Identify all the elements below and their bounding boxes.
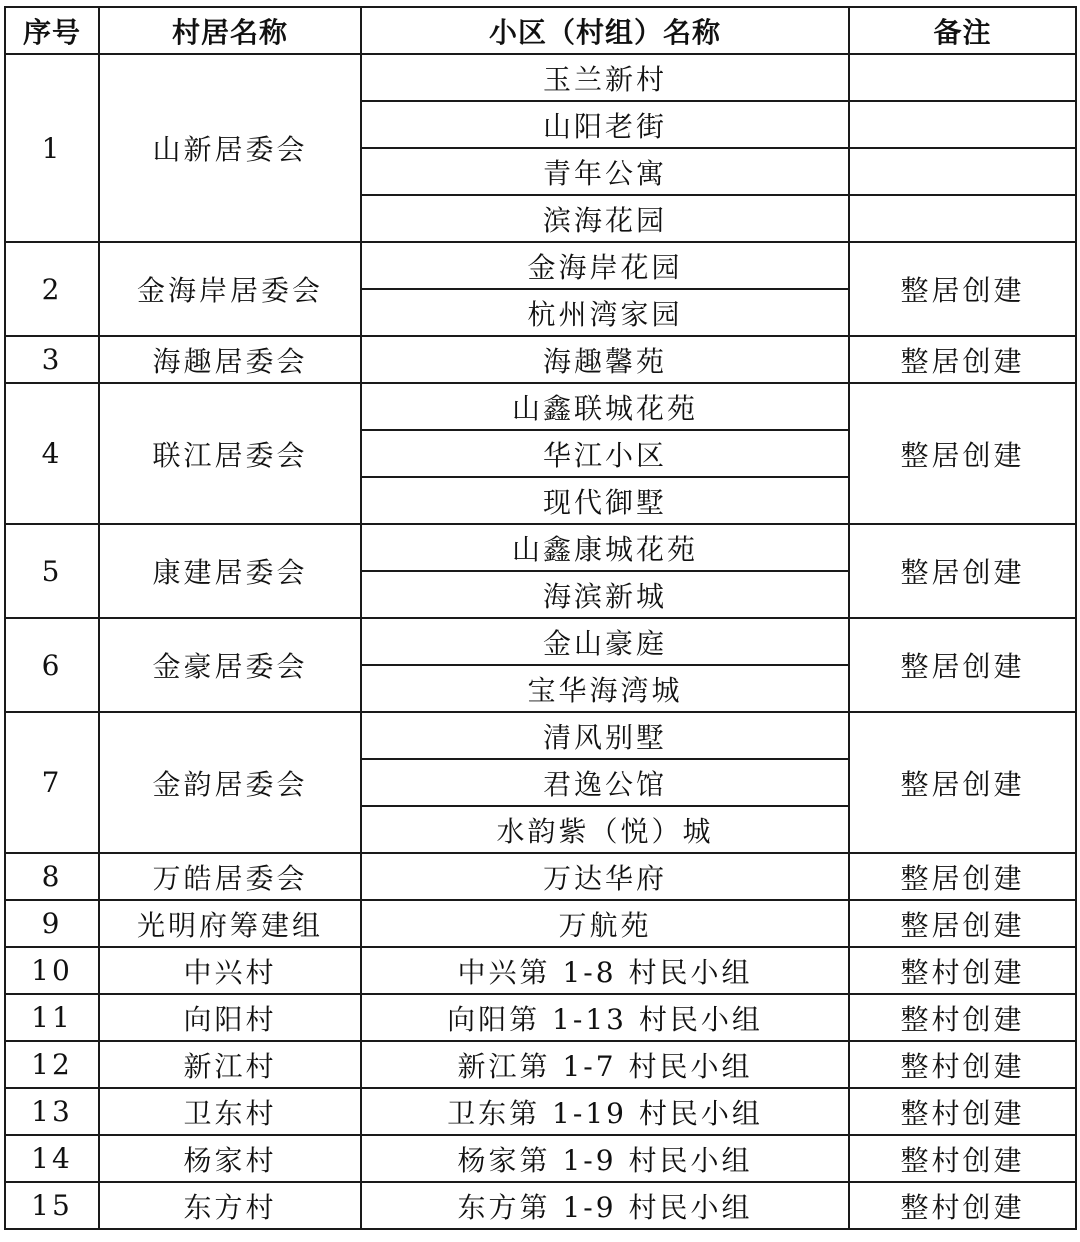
table-row [5, 853, 1076, 900]
table-row [5, 524, 1076, 571]
remark-cell: 整村创建 [849, 1041, 1076, 1088]
community-name-cell: 东方第 1-9 村民小组 [361, 1182, 849, 1229]
community-name-cell: 金山豪庭 [361, 618, 849, 665]
committee-name-cell: 中兴村 [99, 947, 361, 994]
table-row [5, 1088, 1076, 1135]
table-row [5, 1182, 1076, 1229]
community-name-cell: 玉兰新村 [361, 54, 849, 101]
committee-name-cell: 杨家村 [99, 1135, 361, 1182]
committee-name-cell: 万皓居委会 [99, 853, 361, 900]
community-name-cell: 清风别墅 [361, 712, 849, 759]
committee-name-cell: 向阳村 [99, 994, 361, 1041]
committee-name-cell: 联江居委会 [99, 383, 361, 524]
committee-name-cell: 金韵居委会 [99, 712, 361, 853]
community-name-cell: 杭州湾家园 [361, 289, 849, 336]
committee-name-cell: 金海岸居委会 [99, 242, 361, 336]
community-name-cell: 山鑫联城花苑 [361, 383, 849, 430]
serial-number-cell: 8 [5, 853, 99, 900]
serial-number-cell: 6 [5, 618, 99, 712]
community-name-cell: 卫东第 1-19 村民小组 [361, 1088, 849, 1135]
community-name-cell: 新江第 1-7 村民小组 [361, 1041, 849, 1088]
remark-cell: 整居创建 [849, 712, 1076, 853]
serial-number-cell: 4 [5, 383, 99, 524]
header-community-name: 小区（村组）名称 [361, 7, 849, 54]
remark-cell: 整居创建 [849, 242, 1076, 336]
remark-cell: 整村创建 [849, 994, 1076, 1041]
table-row [5, 712, 1076, 759]
remark-cell: 整居创建 [849, 900, 1076, 947]
community-name-cell: 滨海花园 [361, 195, 849, 242]
community-name-cell: 向阳第 1-13 村民小组 [361, 994, 849, 1041]
community-name-cell: 海滨新城 [361, 571, 849, 618]
committee-name-cell: 康建居委会 [99, 524, 361, 618]
community-name-cell: 青年公寓 [361, 148, 849, 195]
committee-name-cell: 金豪居委会 [99, 618, 361, 712]
table-row [5, 242, 1076, 289]
remark-cell: 整居创建 [849, 618, 1076, 712]
community-name-cell: 山阳老街 [361, 101, 849, 148]
table-row [5, 947, 1076, 994]
remark-cell: 整村创建 [849, 947, 1076, 994]
community-name-cell: 水韵紫（悦）城 [361, 806, 849, 853]
table-row [5, 336, 1076, 383]
serial-number-cell: 7 [5, 712, 99, 853]
community-name-cell: 君逸公馆 [361, 759, 849, 806]
remark-cell: 整村创建 [849, 1088, 1076, 1135]
serial-number-cell: 9 [5, 900, 99, 947]
table-row [5, 994, 1076, 1041]
remark-cell [849, 101, 1076, 148]
table-row [5, 383, 1076, 430]
remark-cell: 整居创建 [849, 524, 1076, 618]
header-committee-name: 村居名称 [99, 7, 361, 54]
serial-number-cell: 5 [5, 524, 99, 618]
committee-name-cell: 山新居委会 [99, 54, 361, 242]
community-name-cell: 杨家第 1-9 村民小组 [361, 1135, 849, 1182]
serial-number-cell: 3 [5, 336, 99, 383]
remark-cell [849, 195, 1076, 242]
serial-number-cell: 10 [5, 947, 99, 994]
committee-name-cell: 卫东村 [99, 1088, 361, 1135]
community-name-cell: 宝华海湾城 [361, 665, 849, 712]
serial-number-cell: 13 [5, 1088, 99, 1135]
community-name-cell: 现代御墅 [361, 477, 849, 524]
community-name-cell: 华江小区 [361, 430, 849, 477]
remark-cell [849, 148, 1076, 195]
header-row [5, 7, 1076, 54]
table-row [5, 618, 1076, 665]
header-serial-number: 序号 [5, 7, 99, 54]
header-remark: 备注 [849, 7, 1076, 54]
committee-name-cell: 光明府筹建组 [99, 900, 361, 947]
community-name-cell: 万达华府 [361, 853, 849, 900]
remark-cell: 整村创建 [849, 1135, 1076, 1182]
table-row [5, 54, 1076, 101]
serial-number-cell: 1 [5, 54, 99, 242]
serial-number-cell: 15 [5, 1182, 99, 1229]
community-name-cell: 山鑫康城花苑 [361, 524, 849, 571]
remark-cell: 整居创建 [849, 383, 1076, 524]
table-row [5, 1135, 1076, 1182]
table-row [5, 1041, 1076, 1088]
serial-number-cell: 11 [5, 994, 99, 1041]
serial-number-cell: 12 [5, 1041, 99, 1088]
committee-name-cell: 东方村 [99, 1182, 361, 1229]
remark-cell: 整居创建 [849, 336, 1076, 383]
remark-cell [849, 54, 1076, 101]
community-name-cell: 中兴第 1-8 村民小组 [361, 947, 849, 994]
community-name-cell: 海趣馨苑 [361, 336, 849, 383]
community-name-cell: 万航苑 [361, 900, 849, 947]
committee-name-cell: 海趣居委会 [99, 336, 361, 383]
serial-number-cell: 14 [5, 1135, 99, 1182]
table-row [5, 900, 1076, 947]
committee-name-cell: 新江村 [99, 1041, 361, 1088]
serial-number-cell: 2 [5, 242, 99, 336]
remark-cell: 整村创建 [849, 1182, 1076, 1229]
remark-cell: 整居创建 [849, 853, 1076, 900]
community-name-cell: 金海岸花园 [361, 242, 849, 289]
community-table [4, 6, 1077, 1230]
